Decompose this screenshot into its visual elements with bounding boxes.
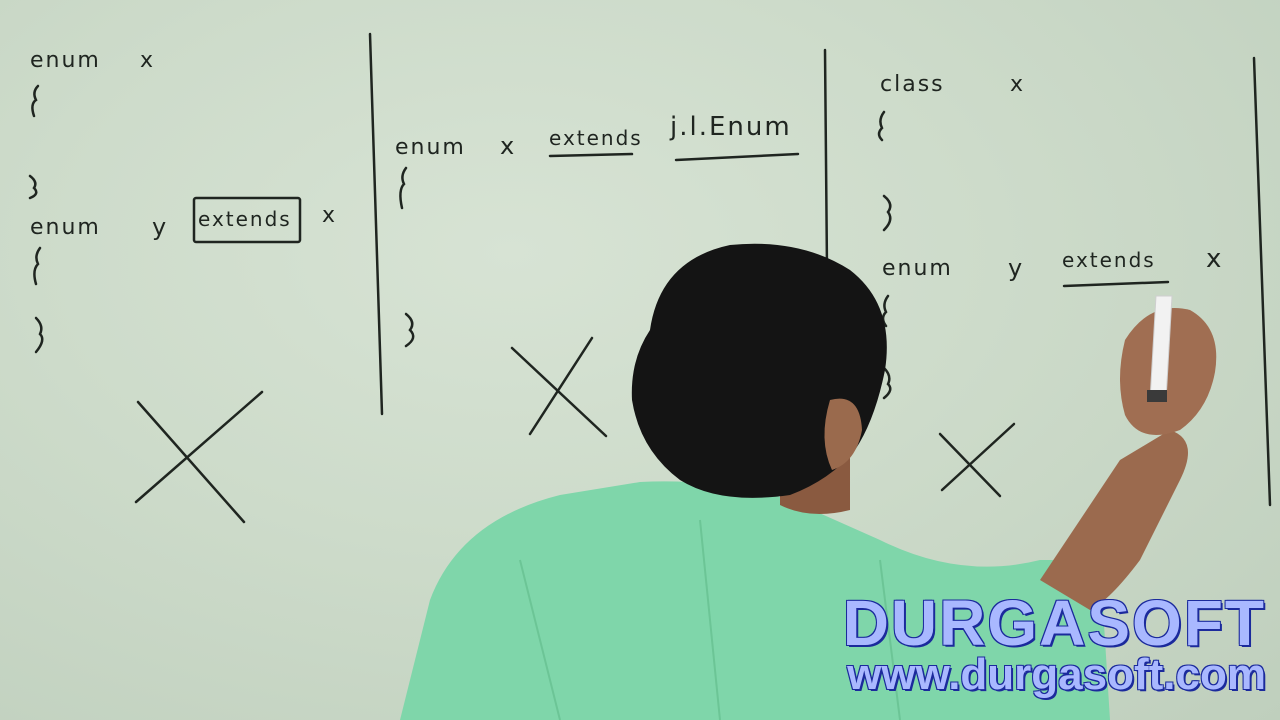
- right-enum-name: y: [1008, 254, 1025, 282]
- left-enum2-keyword: enum: [30, 215, 101, 240]
- left-enum-keyword: enum: [30, 48, 101, 73]
- right-class-name: x: [1010, 72, 1026, 97]
- middle-parent: j.l.Enum: [670, 112, 792, 142]
- right-class-keyword: class: [880, 72, 945, 97]
- right-enum-extends: extends: [1062, 248, 1156, 272]
- left-enum2-name: y: [152, 213, 169, 241]
- arm: [1040, 430, 1188, 610]
- ear: [824, 399, 862, 470]
- right-enum-keyword: enum: [882, 256, 953, 281]
- watermark-url: www.durgasoft.com: [847, 650, 1266, 699]
- middle-enum-name: x: [500, 132, 517, 160]
- left-enum2-extends: extends: [198, 207, 292, 231]
- right-enum-parent: x: [1206, 244, 1224, 274]
- watermark-brand: DURGASOFT: [842, 587, 1266, 659]
- marker-cap: [1147, 390, 1167, 402]
- left-enum-name: x: [140, 48, 156, 73]
- left-enum2-parent: x: [322, 203, 338, 228]
- middle-enum-keyword: enum: [395, 135, 466, 160]
- middle-extends: extends: [549, 126, 643, 150]
